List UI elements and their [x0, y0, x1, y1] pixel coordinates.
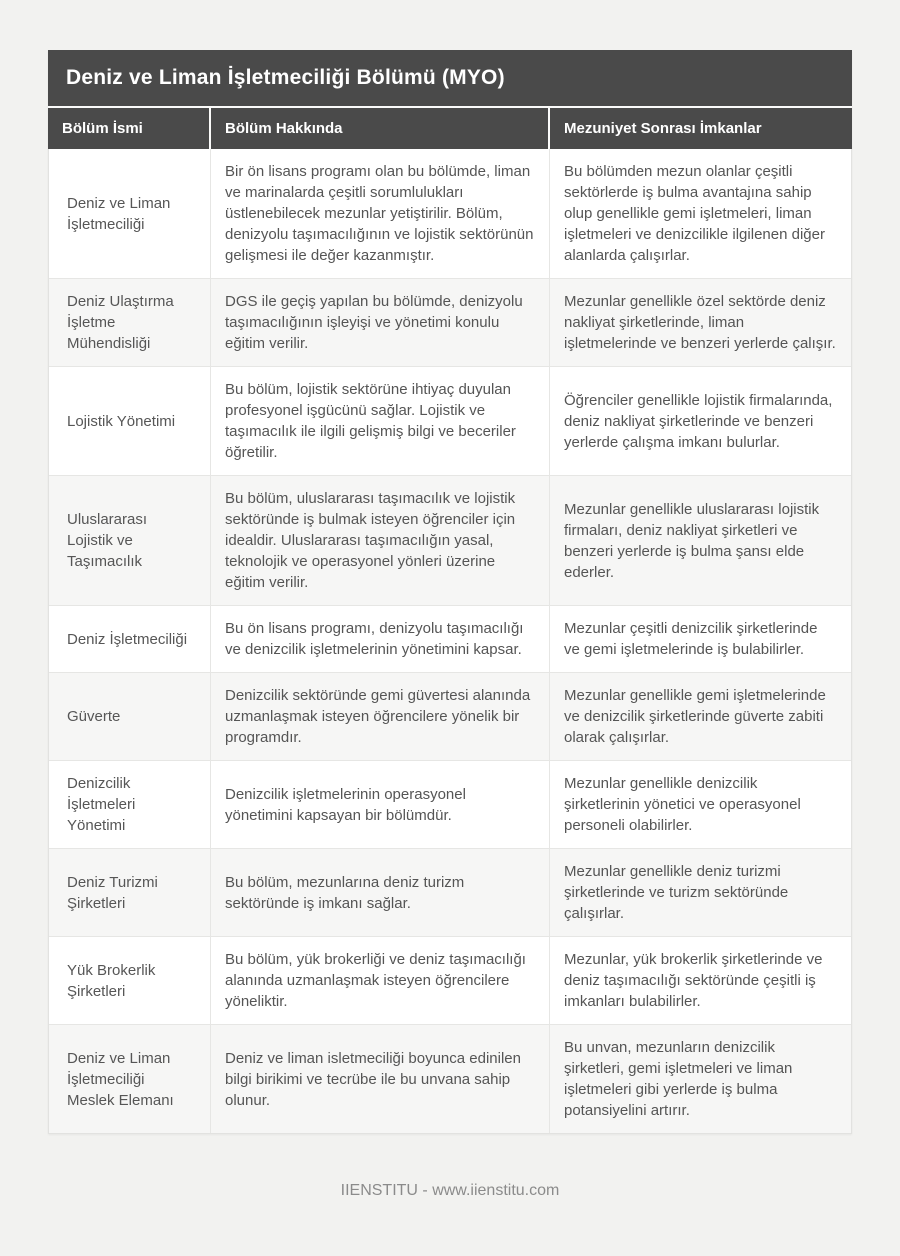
cell-about: Bu bölüm, mezunlarına deniz turizm sektöründe iş imkanı sağlar. — [210, 849, 549, 936]
cell-about: Denizcilik işletmelerinin operasyonel yönetimini kapsayan bir bölümdür. — [210, 761, 549, 848]
cell-about: Deniz ve liman isletmeciliği boyunca edinilen bilgi birikimi ve tecrübe ile bu unvana sahip olunur. — [210, 1025, 549, 1133]
table-row — [49, 149, 851, 279]
cell-about: Bu bölüm, lojistik sektörüne ihtiyaç duyulan profesyonel işgücünü sağlar. Lojistik ve taşımacılık ile ilgili gelişmiş bilgi ve beceriler öğretilir. — [210, 367, 549, 475]
cell-department-name: Deniz Turizmi Şirketleri — [67, 873, 158, 912]
cell-department-name: Lojistik Yönetimi — [67, 412, 176, 430]
column-header-opportunities: Mezuniyet Sonrası İmkanlar — [548, 108, 852, 149]
cell-department-name: Yük Brokerlik Şirketleri — [67, 961, 156, 1000]
cell-about: Bu bölüm, uluslararası taşımacılık ve lojistik sektöründe iş bulmak isteyen öğrenciler için idealdir. Uluslararası taşımacılığın yasal, teknolojik ve operasyonel yönleri üzerine eğitim verilir. — [210, 476, 549, 605]
cell-about: DGS ile geçiş yapılan bu bölümde, denizyolu taşımacılığının işleyişi ve yönetimi konulu eğitim verilir. — [210, 279, 549, 366]
cell-opportunities: Mezunlar genellikle gemi işletmelerinde ve denizcilik şirketlerinde güverte zabiti olarak çalışırlar. — [549, 673, 851, 760]
footer — [0, 1182, 900, 1200]
table-row — [49, 937, 851, 1025]
cell-opportunities: Mezunlar genellikle denizcilik şirketlerinin yönetici ve operasyonel personeli olabilirler. — [549, 761, 851, 848]
column-header-department-name: Bölüm İsmi — [62, 120, 143, 137]
footer-text: IIENSTITU - www.iienstitu.com — [340, 1182, 560, 1199]
cell-opportunities: Öğrenciler genellikle lojistik firmalarında, deniz nakliyat şirketlerinde ve benzeri yerlerde çalışma imkanı bulurlar. — [549, 367, 851, 475]
cell-department-name: Deniz ve Liman İşletmeciliği Meslek Elemanı — [67, 1049, 174, 1109]
table-title-bar — [48, 50, 852, 108]
page-title: Deniz ve Liman İşletmeciliği Bölümü (MYO) — [66, 66, 505, 89]
cell-department-name: Deniz İşletmeciliği — [67, 630, 188, 648]
cell-department-name: Deniz ve Liman İşletmeciliği — [67, 194, 171, 233]
cell-department-name: Güverte — [67, 708, 121, 725]
cell-opportunities: Mezunlar çeşitli denizcilik şirketlerinde ve gemi işletmelerinde iş bulabilirler. — [549, 606, 851, 672]
cell-department-name: Uluslararası Lojistik ve Taşımacılık — [67, 511, 148, 570]
table-row — [49, 761, 851, 849]
cell-about: Bir ön lisans programı olan bu bölümde, liman ve marinalarda çeşitli sorumlulukları üstlenebilecek mezunlar yetiştirilir. Bölüm, denizyolu taşımacılığının ve lojistik sektörünün gelişmesi ile değer kazanmıştır. — [210, 149, 549, 278]
table-row — [49, 279, 851, 367]
cell-about: Denizcilik sektöründe gemi güvertesi alanında uzmanlaşmak isteyen öğrencilere yönelik bir programdır. — [210, 673, 549, 760]
table-body — [48, 149, 852, 1134]
table-row — [49, 673, 851, 761]
cell-opportunities: Bu bölümden mezun olanlar çeşitli sektörlerde iş bulma avantajına sahip olup genellikle gemi işletmeleri, liman işletmeleri ve denizcilikle ilgilenen diğer alanlarda çalışırlar. — [549, 149, 851, 278]
table-row — [49, 1025, 851, 1133]
cell-opportunities: Bu unvan, mezunların denizcilik şirketleri, gemi işletmeleri ve liman işletmeleri gibi yerlerde iş bulma potansiyelini artırır. — [549, 1025, 851, 1133]
cell-department-name: Deniz Ulaştırma İşletme Mühendisliği — [67, 293, 174, 352]
table-header-row — [48, 108, 852, 149]
cell-about: Bu ön lisans programı, denizyolu taşımacılığı ve denizcilik işletmelerinin yönetimini kapsar. — [210, 606, 549, 672]
cell-opportunities: Mezunlar genellikle özel sektörde deniz nakliyat şirketlerinde, liman işletmelerinde ve benzeri yerlerde çalışır. — [549, 279, 851, 366]
cell-opportunities: Mezunlar genellikle uluslararası lojistik firmaları, deniz nakliyat şirketleri ve benzeri yerlerde iş bulma şansı elde ederler. — [549, 476, 851, 605]
column-header-about: Bölüm Hakkında — [209, 108, 548, 149]
cell-opportunities: Mezunlar, yük brokerlik şirketlerinde ve deniz taşımacılığı sektöründe çeşitli iş imkanları bulabilirler. — [549, 937, 851, 1024]
table-row — [49, 606, 851, 673]
table-row — [49, 367, 851, 476]
table-row — [49, 849, 851, 937]
cell-opportunities: Mezunlar genellikle deniz turizmi şirketlerinde ve turizm sektöründe çalışırlar. — [549, 849, 851, 936]
table-row — [49, 476, 851, 606]
cell-about: Bu bölüm, yük brokerliği ve deniz taşımacılığı alanında uzmanlaşmak isteyen öğrencilere yöneliktir. — [210, 937, 549, 1024]
cell-department-name: Denizcilik İşletmeleri Yönetimi — [67, 775, 136, 834]
department-table-card — [48, 50, 852, 1134]
